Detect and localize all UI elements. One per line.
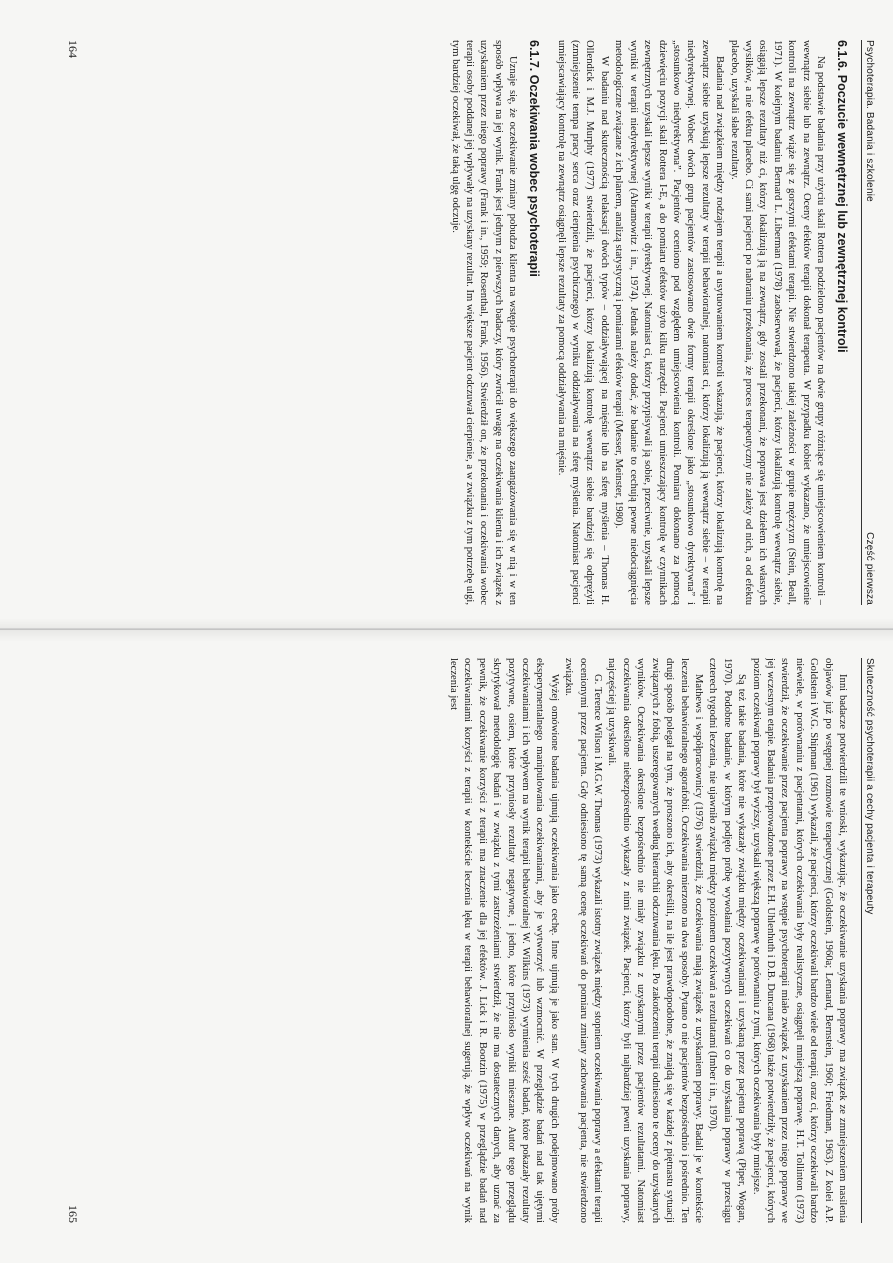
running-head-part: Część pierwsza (864, 532, 875, 605)
page-164 (65, 40, 875, 605)
page-number: 165 (66, 1205, 80, 1223)
running-head-165 (861, 658, 875, 1223)
section-title-6-1-6: 6.1.6. Poczucie wewnętrznej lub zewnętrznej kontroli (835, 40, 849, 353)
paragraph: Inni badacze potwierdzili te wnioski, wykazując, że oczekiwanie uzyskania poprawy ma związek ze zmniejszeniem nasilenia objawów już po wstępnej rozmowie terapeutycznej (Goldstein, 1960a; Lennard, Bernstein, 1960; Friedman, 1963). Z kolei A.P. Goldstein i W.G. Shipman (1961) wykazali, że pacjenci, którzy oczekiwali bardzo wiele od terapii, oraz ci, którzy oczekiwali bardzo niewiele, w porównaniu z pacjentami, których oczekiwania były realistyczne, osiągnęli mniejszą poprawę. H.T. Tollinton (1973) stwierdził, że oczekiwanie przez pacjenta poprawy na wstępie psychoterapii miało związek z uzyskaniem przez niego poprawy we jej wczesnym etapie. Badania przeprowadzone przez E.H. Uhlenhuth i D.B. Duncana (1968) także potwierdziły, że pacjenci, których poziom oczekiwań poprawy był wyższy, uzyskali większą poprawę w porównaniu z tymi, których oczekiwania były mniejsze. (750, 658, 848, 1223)
paragraph: G. Terence Wilson i M.G.W. Thomas (1973) wykazali istotny związek między stopniem oczekiwania poprawy a efektami terapii ocenionymi przez pacjenta. Gdy odniesiono tę samą ocenę oczekiwań do pomiaru zmiany zachowania pacjenta, nie stwierdzono związku. (563, 658, 604, 1223)
paragraph: Mathews i współpracownicy (1976) stwierdzili, że oczekiwania mają związek z uzyskaniem poprawy. Badali je w kontekście leczenia behawioralnego agorafobii. Oczekiwania mierzono na dwa sposoby. Pytano o nie pacjentów bezpośrednio i pośrednio. Ten drugi sposób polegał na tym, że proszono ich, aby określili, na ile jest prawdopodobne, że znajdą się w każdej z piętnastu sytuacji związanych z fobią, uszeregowanych według hierarchii odczuwania lęku. Po zakończeniu terapii odniesiono te oceny do uzyskanych wyników. Oczekiwania określone bezpośrednio nie miały związku z uzyskanymi przez pacjentów rezultatami. Natomiast oczekiwania określone niebezpośrednio wykazały z nimi związek. Pacjenci, którzy byli najbardziej pewni uzyskania poprawy, najczęściej ją uzyskiwali. (606, 658, 704, 1223)
paragraph: Uznaje się, że oczekiwanie zmiany pobudza klienta na wstępie psychoterapii do większego zaangażowania się w nią i w ten sposób wpływa na jej wynik. Frank jest jednym z pierwszych badaczy, który zwrócił uwagę na oczekiwania klienta i ich związek z uzyskaniem przez niego poprawy (Frank i in., 1959; Rosenthal, Frank, 1956). Stwierdził on, że przekonania i oczekiwania wobec terapii osoby poddanej jej wpływały na uzyskany rezultat. Im większe pacjent odczuwał cierpienie, a w związku z tym potrzebę ulgi, tym bardziej oczekiwał, że taką ulgę odczuje. (449, 40, 519, 605)
page-fold-shadow (0, 618, 893, 642)
page-164-content (91, 40, 875, 605)
running-head-164 (861, 40, 875, 605)
paragraph: Są też takie badania, które nie wykazały związku między oczekiwaniami i uzyskaną przez pacjenta poprawą (Piper, Wogan, 1970). Podobne badanie, w którym podjęto próbę wywołania pozytywnych oczekiwań co do uzyskania poprawy w przeciągu czterech tygodni leczenia, nie ujawniło związku między poziomem oczekiwań a rezultatami (Imber i in., 1970). (707, 658, 748, 1223)
paragraph: Na podstawie badania przy użyciu skali Rottera podzielono pacjentów na dwie grupy różniące się umiejscowieniem kontroli – wewnątrz siebie lub na zewnątrz. Oceny efektów terapii dokonał terapeuta. W przypadku kobiet wykazano, że umiejscowienie kontroli na zewnątrz wiąże się z gorszymi efektami terapii. Nie stwierdzono takiej zależności w grupie mężczyzn (Stein, Beall, 1971). W kolejnym badaniu Bernard L. Liberman (1978) zaobserwował, że pacjenci, którzy lokalizują kontrolę wewnątrz siebie, osiągają lepsze rezultaty niż ci, którzy lokalizują ją na zewnątrz, gdy zostali przekonani, że poprawa jest dziełem ich własnych wysiłków, a nie efektu placebo. Ci sami pacjenci po nabraniu przekonania, że proces terapeutyczny nie zależy od nich, a od efektu placebo, uzyskali słabe rezultaty. (728, 40, 826, 605)
page-165-content (91, 658, 875, 1223)
running-head-title: Skuteczność psychoterapii a cechy pacjenta i terapeuty (864, 658, 875, 915)
paragraph: Badania nad związkiem między rodzajem terapii a usytuowaniem kontroli wskazują, że pacjenci, którzy lokalizują kontrolę na zewnątrz siebie uzyskują lepsze rezultaty w terapii behawioralnej, natomiast ci, którzy lokalizują ją wewnątrz siebie – w terapii niedyrektywnej. Wobec dwóch grup pacjentów zastosowano dwie formy terapii określone jako „stosunkowo dyrektywna” i „stosunkowo niedyrektywna”. Pacjentów oceniono pod względem umiejscowienia kontroli. Pomiaru dokonano za pomocą dziewięciu pozycji skali Rottera I-E, a do pomiaru efektów użyto kilku narzędzi. Pacjenci umieszczający kontrolę w czynnikach zewnętrznych uzyskali lepsze wyniki w terapii dyrektywnej. Natomiast ci, którzy przypisywali ją sobie, przeciwnie, uzyskali lepsze wyniki w terapii niedyrektywnej (Abramowitz i in., 1974). Jednak należy dodać, że badanie to cechują pewne niedociągnięcia metodologiczne związane z ich planem, analizą statystyczną i pomiarami efektów terapii (Messer, Meinster, 1980). (613, 40, 726, 605)
page-fold-line (0, 628, 893, 630)
paragraph: W badaniu nad skutecznością relaksacji dwóch typów – oddziaływającej na mięśnie lub na sferę myślenia – Thomas H. Ollendick i M.J. Murphy (1977) stwierdzili, że pacjenci, którzy lokalizują kontrolę wewnątrz siebie bardziej się odprężyli (zmniejszenie tempa pracy serca oraz cierpienia psychicznego) w wyniku oddziaływania na sferę myślenia. Natomiast pacjenci umiejscawiający kontrolę na zewnątrz osiągnęli lepsze rezultaty za pomocą oddziaływania na mięśnie. (555, 40, 610, 605)
paragraph: Wyżej omówione badania ujmują oczekiwania jako cechę. Inne ujmują je jako stan. W tych drugich podejmowano próby eksperymentalnego manipulowania oczekiwaniami, aby je wytworzyć lub wzmocnić. W przeglądzie badań nad tak ujętymi oczekiwaniami i ich wpływem na wynik terapii behawioralnej W. Wilkins (1973) wymienia sześć badań, które pokazały rezultaty pozytywne, osiem, które przyniosły rezultaty negatywne, i jedno, które przyniosło wyniki mieszane. Autor tego przeglądu skrytykował metodologię badań i w związku z tymi zastrzeżeniami stwierdził, że nie ma dostatecznych danych, aby uznać za pewnik, że oczekiwanie korzyści z terapii ma znaczenie dla jej efektów. J. Lick i R. Bootzin (1975) w przeglądzie badań nad oczekiwaniami korzyści z terapii w kontekście leczenia lęku w terapii behawioralnej sugerują, że wpływ oczekiwań na wynik leczenia jest (448, 658, 560, 1223)
section-title-6-1-7: 6.1.7. Oczekiwania wobec psychoterapii (527, 40, 542, 277)
running-head-title: Psychoterapia. Badania i szkolenie (864, 40, 875, 202)
page-number: 164 (66, 40, 80, 58)
page-165 (65, 658, 875, 1223)
